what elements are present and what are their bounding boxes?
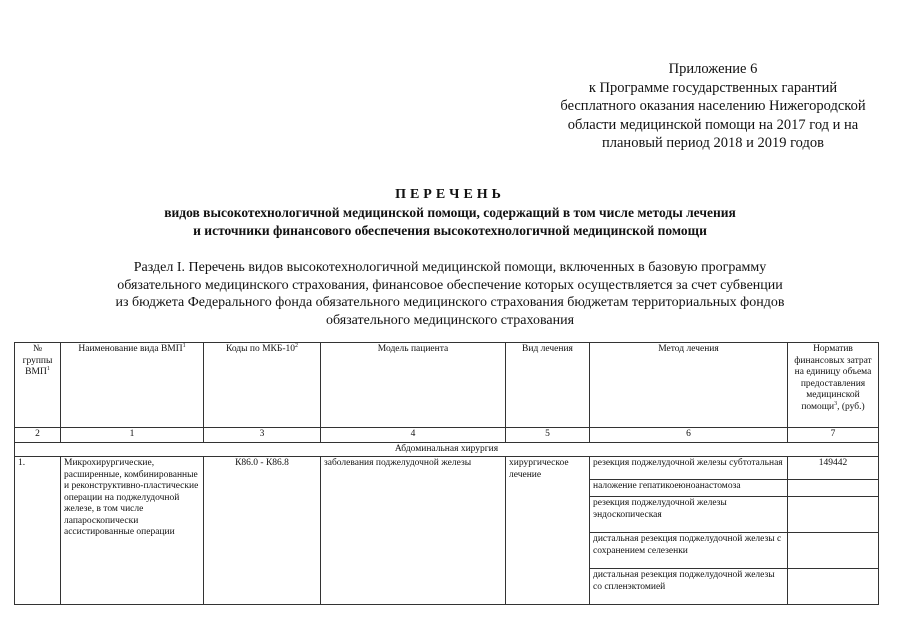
header-group-no: № группы ВМП$^1$	[15, 343, 61, 428]
section-line: из бюджета Федерального фонда обязательного медицинского страхования бюджетам территориальных фондов	[115, 295, 785, 310]
section-title-row	[15, 442, 879, 457]
column-number-row	[15, 428, 879, 443]
appendix-line: к Программе государственных гарантий	[588, 79, 838, 96]
table-row	[15, 457, 879, 480]
title-main: ПЕРЕЧЕНЬ	[395, 187, 505, 202]
vmp-table	[14, 342, 879, 605]
row-cost-norm-empty	[788, 569, 879, 605]
column-number: 4	[321, 428, 506, 443]
column-number: 5	[506, 428, 590, 443]
column-number: 7	[788, 428, 879, 443]
column-number: 1	[61, 428, 204, 443]
appendix-line: бесплатного оказания населению Нижегородской	[560, 98, 866, 114]
appendix-block	[548, 60, 878, 153]
row-treatment-type: хирургическое лечение	[506, 457, 590, 605]
title-subtitle-line: видов высокотехнологичной медицинской помощи, содержащий в том числе методы лечения	[164, 205, 736, 220]
section-heading	[40, 259, 860, 329]
section-line: обязательного медицинского страхования	[325, 312, 575, 328]
title-subtitle-line: и источники финансового обеспечения высокотехнологичной медицинской помощи	[193, 222, 707, 238]
row-method: резекция поджелудочной железы эндоскопическая	[590, 497, 788, 533]
row-method: наложение гепатикоеюноанастомоза	[590, 480, 788, 497]
document-title	[60, 186, 840, 239]
header-patient-model: Модель пациента	[321, 343, 506, 428]
row-cost-norm-empty	[788, 497, 879, 533]
appendix-line: области медицинской помощи на 2017 год и на	[567, 116, 859, 133]
table-header-row	[15, 343, 879, 428]
column-number: 3	[204, 428, 321, 443]
row-cost-norm-empty	[788, 533, 879, 569]
header-treatment-method: Метод лечения	[590, 343, 788, 428]
header-vmp-name: Наименование вида ВМП$^1$	[61, 343, 204, 428]
section-line: обязательного медицинского страхования, финансовое обеспечение которых осуществляется за счет субвенции	[117, 277, 783, 293]
row-icd-codes: К86.0 - К86.8	[204, 457, 321, 605]
appendix-line: плановый период 2018 и 2019 годов	[602, 135, 824, 151]
row-number: 1.	[15, 457, 61, 605]
column-number: 2	[15, 428, 61, 443]
header-icd-codes: Коды по МКБ-$10^2$	[204, 343, 321, 428]
section-title-cell: Абдоминальная хирургия	[15, 442, 879, 457]
appendix-line: Приложение 6	[668, 61, 758, 77]
row-method: резекция поджелудочной железы субтотальная	[590, 457, 788, 480]
header-cost-norm: Норматив финансовых затрат на единицу объема предоставления медицинской помощи$^3$, (руб.)	[788, 343, 879, 428]
row-method: дистальная резекция поджелудочной железы со спленэктомией	[590, 569, 788, 605]
row-cost-norm: 149442	[788, 457, 879, 480]
row-method: дистальная резекция поджелудочной железы с сохранением селезенки	[590, 533, 788, 569]
row-cost-norm-empty	[788, 480, 879, 497]
header-treatment-type: Вид лечения	[506, 343, 590, 428]
row-vmp-name: Микрохирургические, расширенные, комбинированные и реконструктивно-пластические операции на поджелудочной железе, в том числе лапароскопически ассистированные операции	[61, 457, 204, 605]
section-line: Раздел I. Перечень видов высокотехнологичной медицинской помощи, включенных в базовую программу	[133, 260, 767, 275]
column-number: 6	[590, 428, 788, 443]
row-patient-model: заболевания поджелудочной железы	[321, 457, 506, 605]
